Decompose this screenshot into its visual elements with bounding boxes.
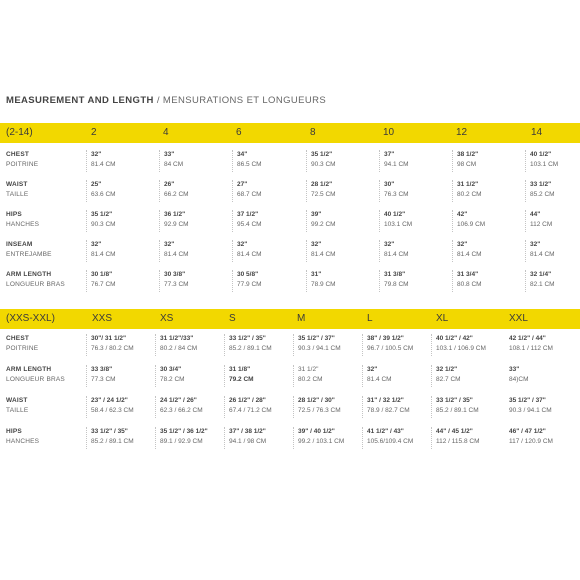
table-cell: 40 1/2" 103.1 CM: [379, 210, 412, 232]
table-cell: 32" 81.4 CM: [86, 150, 116, 172]
row-label: WAIST TAILLE: [6, 397, 29, 414]
table-cell: 37" 94.1 CM: [379, 150, 409, 172]
table-cell: 31" / 32 1/2" 78.9 / 82.7 CM: [362, 396, 410, 418]
adult-size-label: M: [297, 313, 306, 324]
table-cell: 32" 81.4 CM: [379, 240, 409, 262]
adult-size-label: XS: [160, 313, 174, 324]
table-cell: 30 5/8" 77.9 CM: [232, 270, 262, 292]
row-label: WAIST TAILLE: [6, 181, 29, 198]
table-cell: 30" 76.3 CM: [379, 180, 409, 202]
table-cell: 26" 66.2 CM: [159, 180, 189, 202]
table-cell: 30 1/8" 76.7 CM: [86, 270, 116, 292]
adult-size-header: [0, 309, 580, 329]
table-cell: 32" 81.4 CM: [232, 240, 262, 262]
table-cell: 27" 68.7 CM: [232, 180, 262, 202]
table-cell: 35 1/2" 90.3 CM: [86, 210, 116, 232]
table-cell: 31 1/8" 79.2 CM: [224, 365, 254, 387]
table-cell: 26 1/2" / 28" 67.4 / 71.2 CM: [224, 396, 272, 418]
table-cell: 33 1/2" / 35" 85.2 / 89.1 CM: [224, 334, 272, 356]
table-cell: 37 1/2" 95.4 CM: [232, 210, 262, 232]
table-cell: 38" / 39 1/2" 96.7 / 100.5 CM: [362, 334, 413, 356]
table-cell: 37" / 38 1/2" 94.1 / 98 CM: [224, 427, 266, 449]
table-cell: 24 1/2" / 26" 62.3 / 66.2 CM: [155, 396, 203, 418]
row-label: ARM LENGTH LONGUEUR BRAS: [6, 271, 65, 288]
kids-range-label: (2-14): [6, 127, 33, 138]
row-label: HIPS HANCHES: [6, 428, 40, 445]
table-cell: 31 1/2" 80.2 CM: [293, 365, 323, 387]
row-label: CHEST POITRINE: [6, 335, 39, 352]
table-cell: 35 1/2" / 36 1/2" 89.1 / 92.9 CM: [155, 427, 208, 449]
table-cell: 30 3/8" 77.3 CM: [159, 270, 189, 292]
table-cell: 33 1/2" / 35" 85.2 / 89.1 CM: [86, 427, 134, 449]
kids-size-label: 10: [383, 127, 395, 138]
table-cell: 38 1/2" 98 CM: [452, 150, 478, 172]
table-cell: 32 1/4" 82.1 CM: [525, 270, 555, 292]
table-cell: 32" 81.4 CM: [86, 240, 116, 262]
kids-size-label: 2: [91, 127, 97, 138]
table-cell: 32" 81.4 CM: [159, 240, 189, 262]
table-cell: 36 1/2" 92.9 CM: [159, 210, 189, 232]
kids-size-label: 6: [236, 127, 242, 138]
table-cell: 33" 84)CM: [509, 366, 529, 383]
table-cell: 40 1/2" 103.1 CM: [525, 150, 558, 172]
adult-size-label: XXS: [92, 313, 113, 324]
table-cell: 32" 81.4 CM: [306, 240, 336, 262]
table-cell: 42 1/2" / 44" 108.1 / 112 CM: [509, 335, 553, 352]
row-label: CHEST POITRINE: [6, 151, 39, 168]
table-cell: 31 3/4" 80.8 CM: [452, 270, 482, 292]
adult-size-label: XXL: [509, 313, 528, 324]
table-cell: 33 1/2" / 35" 85.2 / 89.1 CM: [431, 396, 479, 418]
table-cell: 31" 78.9 CM: [306, 270, 336, 292]
table-cell: 33" 84 CM: [159, 150, 183, 172]
table-cell: 35 1/2" / 37" 90.3 / 94.1 CM: [293, 334, 341, 356]
table-cell: 42" 106.9 CM: [452, 210, 485, 232]
table-cell: 32 1/2" 82.7 CM: [431, 365, 461, 387]
adult-size-label: XL: [436, 313, 449, 324]
table-cell: 46" / 47 1/2" 117 / 120.9 CM: [509, 428, 553, 445]
table-cell: 35 1/2" / 37" 90.3 / 94.1 CM: [509, 397, 552, 414]
table-cell: 44" / 45 1/2" 112 / 115.8 CM: [431, 427, 479, 449]
table-cell: 44" 112 CM: [525, 210, 552, 232]
table-cell: 28 1/2" / 30" 72.5 / 76.3 CM: [293, 396, 341, 418]
table-cell: 39" / 40 1/2" 99.2 / 103.1 CM: [293, 427, 344, 449]
table-cell: 32" 81.4 CM: [452, 240, 482, 262]
table-cell: 32" 81.4 CM: [525, 240, 555, 262]
kids-size-label: 12: [456, 127, 468, 138]
table-cell: 30"/ 31 1/2" 76.3 / 80.2 CM: [86, 334, 134, 356]
kids-size-label: 8: [310, 127, 316, 138]
kids-size-header: [0, 123, 580, 143]
table-cell: 31 3/8" 79.8 CM: [379, 270, 409, 292]
table-cell: 34" 86.5 CM: [232, 150, 262, 172]
table-cell: 39" 99.2 CM: [306, 210, 336, 232]
kids-size-label: 4: [163, 127, 169, 138]
adult-size-label: L: [367, 313, 373, 324]
row-label: ARM LENGTH LONGUEUR BRAS: [6, 366, 65, 383]
table-cell: 35 1/2" 90.3 CM: [306, 150, 336, 172]
table-cell: 31 1/2" 80.2 CM: [452, 180, 482, 202]
table-cell: 33 3/8" 77.3 CM: [86, 365, 116, 387]
kids-size-label: 14: [531, 127, 543, 138]
table-cell: 31 1/2"/33" 80.2 / 84 CM: [155, 334, 197, 356]
table-cell: 25" 63.6 CM: [86, 180, 116, 202]
table-cell: 41 1/2" / 43" 105.6/109.4 CM: [362, 427, 413, 449]
row-label: INSEAM ENTREJAMBE: [6, 241, 52, 258]
adult-range-label: (XXS-XXL): [6, 313, 55, 324]
table-cell: 32" 81.4 CM: [362, 365, 392, 387]
page-title: MEASUREMENT AND LENGTH / MENSURATIONS ET LONGUEURS: [6, 95, 327, 106]
row-label: HIPS HANCHES: [6, 211, 40, 228]
table-cell: 40 1/2" / 42" 103.1 / 106.9 CM: [431, 334, 486, 356]
table-cell: 30 3/4" 78.2 CM: [155, 365, 185, 387]
table-cell: 23" / 24 1/2" 58.4 / 62.3 CM: [86, 396, 134, 418]
adult-size-label: S: [229, 313, 236, 324]
table-cell: 33 1/2" 85.2 CM: [525, 180, 555, 202]
table-cell: 28 1/2" 72.5 CM: [306, 180, 336, 202]
